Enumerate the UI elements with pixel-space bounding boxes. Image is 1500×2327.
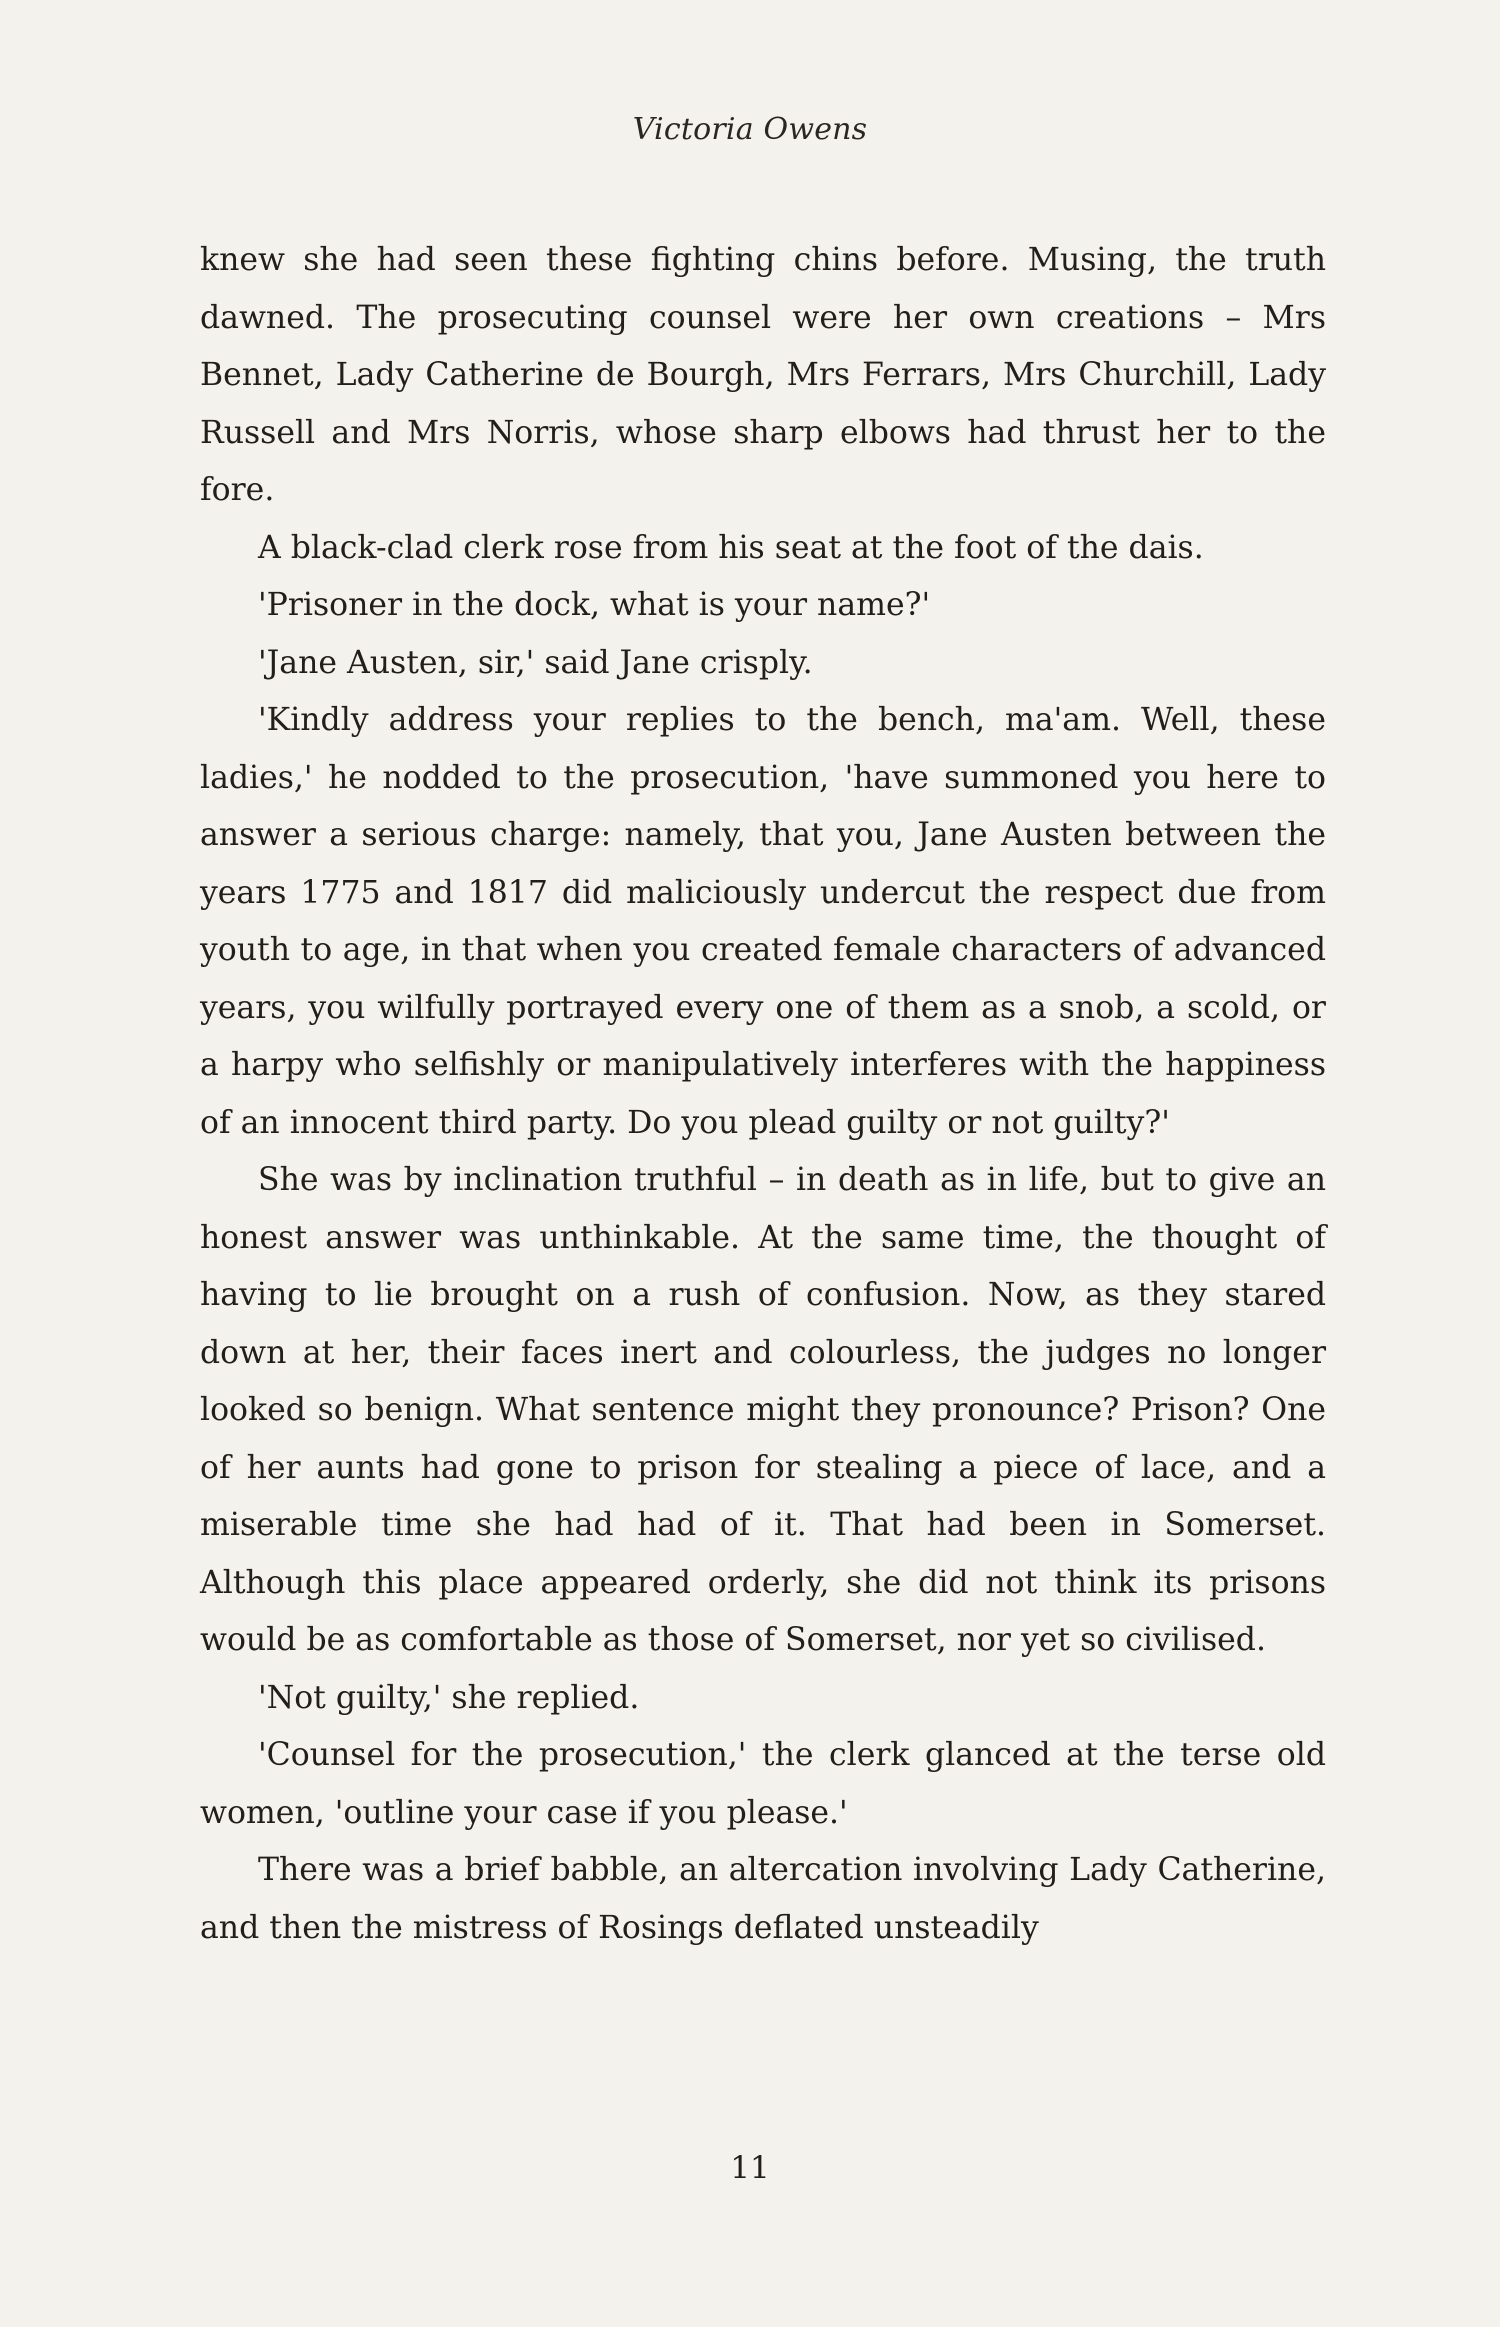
- paragraph: There was a brief babble, an altercation involving Lady Catherine, and then the mistress of Rosings deflated unsteadily: [200, 1852, 1326, 1946]
- body-text: [200, 232, 1326, 1957]
- paragraph: 'Counsel for the prosecution,' the clerk glanced at the terse old women, 'outline your case if you please.': [200, 1737, 1326, 1831]
- running-head: Victoria Owens: [632, 112, 868, 147]
- paragraph: She was by inclination truthful – in death as in life, but to give an honest answer was unthinkable. At the same time, the thought of having to lie brought on a rush of confusion. Now, as they stared down at her, their faces inert and colourless, the judges no longer looked so benign. What sentence might they pronounce? Prison? One of her aunts had gone to prison for stealing a piece of lace, and a miserable time she had had of it. That had been in Somerset. Although this place appeared orderly, she did not think its prisons would be as comfortable as those of Somerset, nor yet so civilised.: [200, 1162, 1326, 1658]
- paragraph: 'Prisoner in the dock, what is your name?': [258, 587, 931, 623]
- paragraph: A black-clad clerk rose from his seat at the foot of the dais.: [258, 529, 1204, 566]
- paragraph: knew she had seen these fighting chins before. Musing, the truth dawned. The prosecuting counsel were her own creations – Mrs Bennet, Lady Catherine de Bourgh, Mrs Ferrars, Mrs Churchill, Lady Russell and Mrs Norris, whose sharp elbows had thrust her to the fore.: [200, 242, 1326, 508]
- paragraph: 'Not guilty,' she replied.: [258, 1679, 640, 1716]
- page-number: 11: [730, 2150, 770, 2186]
- paragraph: 'Jane Austen, sir,' said Jane crisply.: [258, 644, 813, 681]
- paragraph: 'Kindly address your replies to the bench, ma'am. Well, these ladies,' he nodded to the prosecution, 'have summoned you here to answer a serious charge: namely, that you, Jane Austen between the years 1775 and 1817 did maliciously undercut the respect due from youth to age, in that when you created female characters of advanced years, you wilfully portrayed every one of them as a snob, a scold, or a harpy who selfishly or manipulatively interferes with the happiness of an innocent third party. Do you plead guilty or not guilty?': [200, 702, 1326, 1141]
